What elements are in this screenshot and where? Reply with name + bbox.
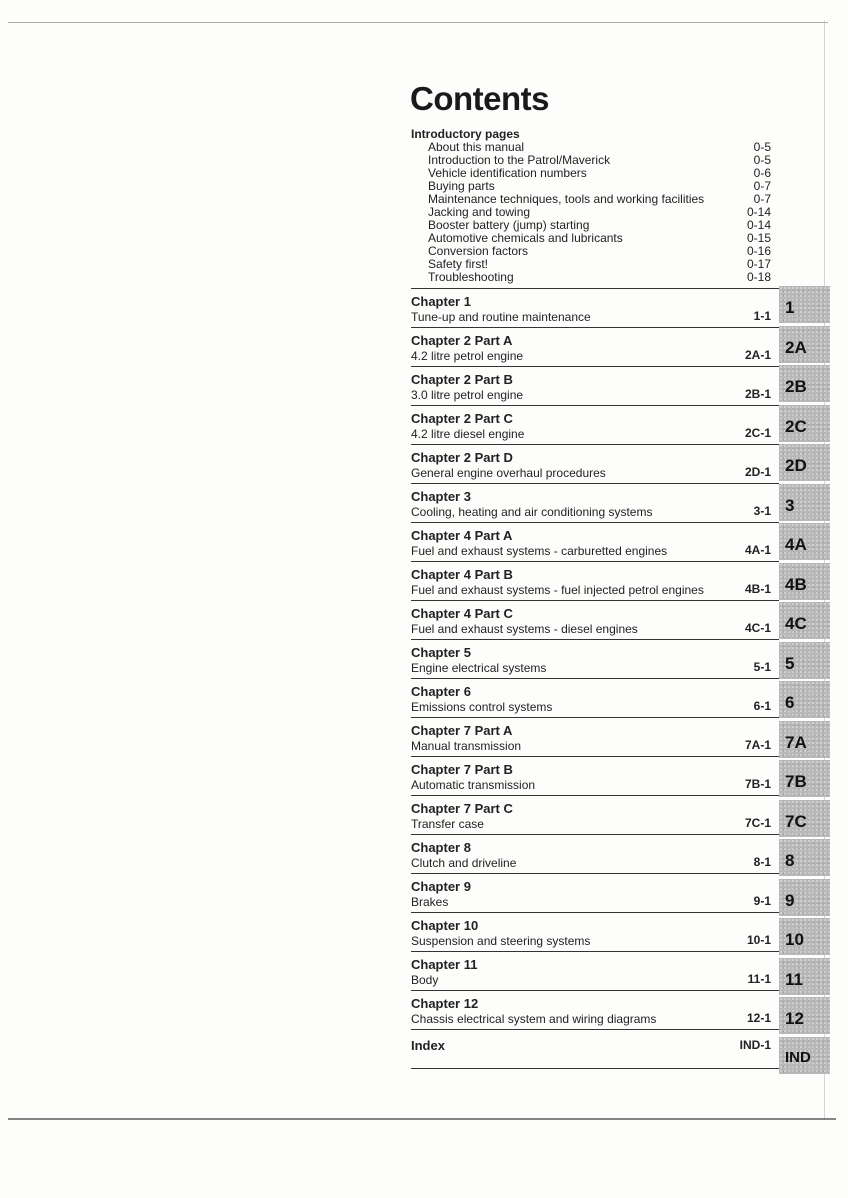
chapter-description: 4.2 litre petrol engine [411,349,524,363]
scan-edge-top [8,22,828,23]
chapter-description: Fuel and exhaust systems - carburetted engines [411,544,668,558]
chapter-entry[interactable] [411,561,779,600]
chapter-description: 4.2 litre diesel engine [411,427,525,441]
thumb-tab[interactable]: 12 [779,997,830,1034]
chapter-page-number: 7C-1 [744,816,771,830]
chapter-entry[interactable] [411,756,779,795]
chapter-page-number: 7A-1 [744,738,771,752]
intro-item-page: 0-5 [753,140,771,154]
intro-item-page: 0-16 [746,244,771,258]
chapter-entry[interactable] [411,678,779,717]
chapter-page-number: 9-1 [753,894,771,908]
intro-item-label: Conversion factors [428,244,529,258]
chapter-page-number: 2A-1 [744,348,771,362]
chapter-description: Suspension and steering systems [411,934,591,948]
chapter-title: Chapter 4 Part B [411,567,513,582]
chapter-title: Chapter 4 Part A [411,528,513,543]
intro-item-label: Maintenance techniques, tools and working facilities [428,192,705,206]
chapter-title: Chapter 2 Part D [411,450,513,465]
chapter-entry[interactable] [411,444,779,483]
thumb-tab[interactable]: 2B [779,365,830,402]
intro-item-label: Buying parts [428,179,495,193]
thumb-tab[interactable]: 3 [779,484,830,521]
thumb-tab[interactable]: 10 [779,918,830,955]
end-rule [411,1068,779,1069]
chapter-title: Chapter 6 [411,684,471,699]
chapter-title: Chapter 7 Part B [411,762,513,777]
chapter-title: Chapter 5 [411,645,471,660]
chapter-page-number: 2D-1 [744,465,771,479]
intro-item-page: 0-18 [746,270,771,284]
chapter-entry[interactable] [411,366,779,405]
chapter-page-number: 10-1 [746,933,771,947]
chapter-page-number: 1-1 [753,309,771,323]
thumb-tabs [779,286,830,1076]
thumb-tab[interactable]: 4C [779,602,830,639]
thumb-tab[interactable]: 8 [779,839,830,876]
chapter-description: Fuel and exhaust systems - diesel engines [411,622,638,636]
chapter-title: Chapter 7 Part C [411,801,513,816]
chapter-description: Tune-up and routine maintenance [411,310,591,324]
thumb-tab[interactable]: 4A [779,523,830,560]
chapter-description: Transfer case [411,817,484,831]
chapter-entry[interactable] [411,912,779,951]
thumb-tab[interactable]: 7A [779,721,830,758]
intro-section [411,128,771,284]
chapter-title: Chapter 2 Part A [411,333,513,348]
chapter-page-number: 3-1 [753,504,771,518]
chapter-description: Engine electrical systems [411,661,547,675]
chapter-title: Chapter 8 [411,840,471,855]
chapter-description: Brakes [411,895,449,909]
chapter-page-number: 6-1 [753,699,771,713]
chapter-entry[interactable] [411,600,779,639]
chapter-title: Chapter 11 [411,957,478,972]
chapter-description: 3.0 litre petrol engine [411,388,524,402]
thumb-tab[interactable]: 4B [779,563,830,600]
chapter-entry[interactable] [411,522,779,561]
chapter-list [411,288,779,1069]
chapter-title: Index [411,1038,445,1053]
chapter-title: Chapter 1 [411,294,471,309]
chapter-description: Manual transmission [411,739,522,753]
chapter-page-number: 2C-1 [744,426,771,440]
chapter-entry[interactable] [411,795,779,834]
chapter-page-number: 11-1 [747,972,771,986]
page-title: Contents [410,80,549,117]
chapter-page-number: 8-1 [753,855,771,869]
chapter-entry[interactable] [411,990,779,1029]
chapter-title: Chapter 4 Part C [411,606,513,621]
chapter-title: Chapter 12 [411,996,479,1011]
chapter-title: Chapter 10 [411,918,479,933]
thumb-tab[interactable]: 1 [779,286,830,323]
intro-item-label: Safety first! [428,257,489,271]
chapter-page-number: 7B-1 [744,777,771,791]
thumb-tab[interactable]: 2C [779,405,830,442]
chapter-entry[interactable] [411,288,779,327]
intro-heading: Introductory pages [411,127,520,141]
chapter-entry[interactable] [411,483,779,522]
intro-item-page: 0-7 [753,192,771,206]
chapter-entry[interactable] [411,873,779,912]
chapter-description: Chassis electrical system and wiring diagrams [411,1012,657,1026]
chapter-description: Emissions control systems [411,700,553,714]
thumb-tab[interactable]: 7C [779,800,830,837]
chapter-page-number: 5-1 [753,660,771,674]
chapter-entry[interactable] [411,717,779,756]
thumb-tab[interactable]: 5 [779,642,830,679]
intro-item-label: Introduction to the Patrol/Maverick [428,153,611,167]
chapter-entry[interactable] [411,405,779,444]
thumb-tab[interactable]: 7B [779,760,830,797]
index-entry[interactable] [411,1029,779,1068]
intro-item-label: About this manual [428,140,525,154]
intro-item-label: Jacking and towing [428,205,531,219]
chapter-page-number: 4A-1 [744,543,771,557]
thumb-tab[interactable]: 2A [779,326,830,363]
chapter-description: Clutch and driveline [411,856,517,870]
thumb-tab[interactable]: 2D [779,444,830,481]
chapter-page-number: IND-1 [739,1038,771,1052]
chapter-entry[interactable] [411,639,779,678]
intro-item-page: 0-14 [746,205,771,219]
chapter-description: Fuel and exhaust systems - fuel injected petrol engines [411,583,704,597]
intro-item[interactable] [411,271,771,284]
chapter-title: Chapter 2 Part B [411,372,513,387]
intro-item-label: Vehicle identification numbers [428,166,587,180]
chapter-page-number: 4B-1 [744,582,771,596]
intro-item-page: 0-7 [753,179,771,193]
chapter-title: Chapter 9 [411,879,471,894]
chapter-entry[interactable] [411,327,779,366]
thumb-tab[interactable]: IND [779,1037,830,1074]
thumb-tab[interactable]: 6 [779,681,830,718]
intro-item-page: 0-6 [753,166,771,180]
intro-item-label: Booster battery (jump) starting [428,218,590,232]
chapter-page-number: 4C-1 [744,621,771,635]
intro-item-page: 0-5 [753,153,771,167]
chapter-title: Chapter 7 Part A [411,723,513,738]
intro-item-label: Troubleshooting [428,270,514,284]
intro-list [411,141,771,284]
chapter-description: Body [411,973,439,987]
chapter-entry[interactable] [411,834,779,873]
thumb-tab[interactable]: 9 [779,879,830,916]
chapter-title: Chapter 2 Part C [411,411,513,426]
chapter-page-number: 2B-1 [744,387,771,401]
chapter-title: Chapter 3 [411,489,471,504]
chapter-description: Automatic transmission [411,778,536,792]
intro-item-page: 0-15 [746,231,771,245]
chapter-entry[interactable] [411,951,779,990]
scan-edge-bottom [8,1118,836,1120]
chapter-description: General engine overhaul procedures [411,466,606,480]
intro-item-label: Automotive chemicals and lubricants [428,231,623,245]
intro-item-page: 0-17 [746,257,771,271]
chapter-description: Cooling, heating and air conditioning systems [411,505,653,519]
intro-item-page: 0-14 [746,218,771,232]
thumb-tab[interactable]: 11 [779,958,830,995]
chapter-page-number: 12-1 [746,1011,771,1025]
